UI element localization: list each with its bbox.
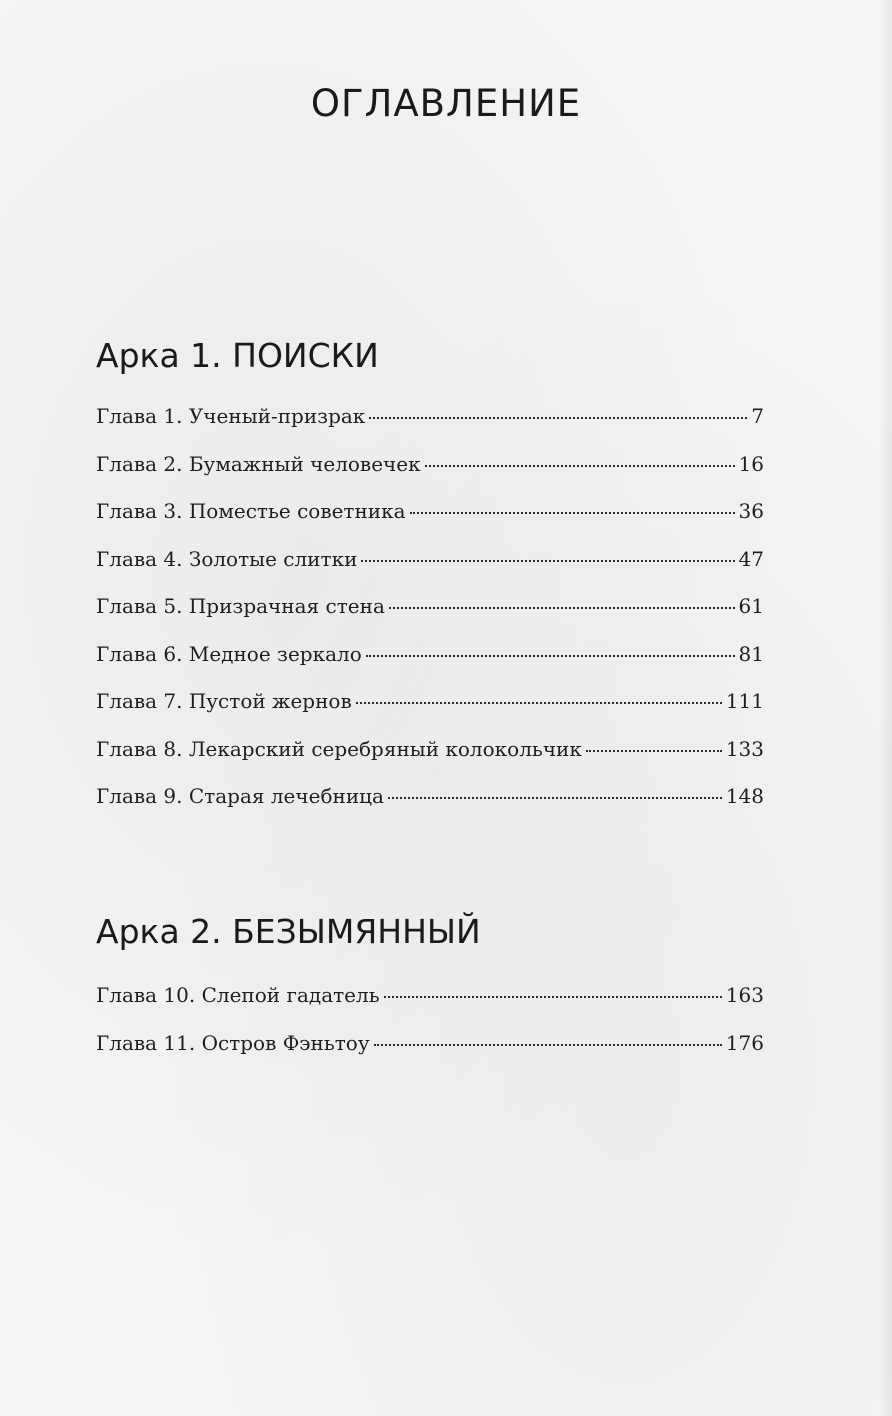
chapter-title: Глава 5. Призрачная стена <box>96 594 385 618</box>
page-number: 111 <box>725 689 764 713</box>
dot-leader <box>356 702 722 704</box>
toc-entry <box>96 499 764 547</box>
chapter-title: Глава 7. Пустой жернов <box>96 689 352 713</box>
page-number: 148 <box>725 784 764 808</box>
page-number: 7 <box>751 404 764 428</box>
toc-list-arc-2 <box>96 983 764 1078</box>
page-edge-shadow <box>880 0 892 1416</box>
dot-leader <box>388 797 722 799</box>
chapter-title: Глава 1. Ученый-призрак <box>96 404 366 428</box>
chapter-title: Глава 11. Остров Фэньтоу <box>96 1030 370 1055</box>
page-number: 36 <box>738 499 764 523</box>
dot-leader <box>361 560 734 562</box>
arc-heading-1: Арка 1. ПОИСКИ <box>96 336 379 375</box>
page-number: 81 <box>738 641 764 666</box>
toc-list-arc-1 <box>96 404 764 832</box>
toc-entry <box>96 642 764 690</box>
toc-entry <box>96 594 764 642</box>
toc-entry <box>96 1031 764 1079</box>
chapter-title: Глава 3. Поместье советника <box>96 499 406 523</box>
page-number: 163 <box>725 983 764 1007</box>
dot-leader <box>366 655 735 657</box>
dot-leader <box>586 750 722 752</box>
toc-entry <box>96 452 764 500</box>
toc-entry <box>96 404 764 452</box>
page-title: ОГЛАВЛЕНИЕ <box>310 82 582 125</box>
page-number: 176 <box>725 1030 764 1055</box>
dot-leader <box>410 512 735 514</box>
chapter-title: Глава 4. Золотые слитки <box>96 546 358 571</box>
dot-leader <box>389 607 735 609</box>
page-number: 47 <box>738 546 764 571</box>
toc-entry <box>96 983 764 1031</box>
page-number: 61 <box>738 594 764 618</box>
dot-leader <box>374 1044 722 1046</box>
chapter-title: Глава 2. Бумажный человечек <box>96 451 421 476</box>
chapter-title: Глава 10. Слепой гадатель <box>96 983 380 1007</box>
chapter-title: Глава 6. Медное зеркало <box>96 641 362 666</box>
toc-entry <box>96 737 764 785</box>
chapter-title: Глава 8. Лекарский серебряный колокольчик <box>96 736 582 761</box>
page-number: 16 <box>738 451 764 476</box>
arc-heading-2: Арка 2. БЕЗЫМЯННЫЙ <box>96 912 481 951</box>
toc-entry <box>96 689 764 737</box>
dot-leader <box>384 996 722 998</box>
dot-leader <box>425 465 735 467</box>
dot-leader <box>369 417 747 419</box>
toc-entry <box>96 547 764 595</box>
toc-entry <box>96 784 764 832</box>
chapter-title: Глава 9. Старая лечебница <box>96 784 384 808</box>
page-number: 133 <box>725 736 764 761</box>
